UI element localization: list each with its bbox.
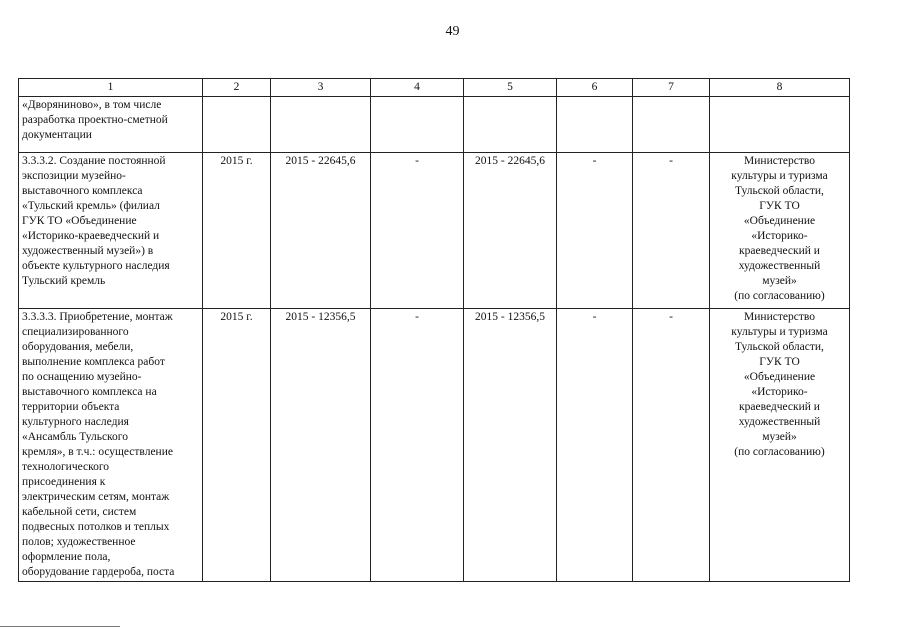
- regional-budget-cell: 2015 - 22645,6: [464, 153, 557, 309]
- executor-line: художественный: [738, 416, 821, 428]
- other-sources-cell: -: [633, 309, 710, 582]
- total-funding-cell: 2015 - 12356,5: [271, 309, 371, 582]
- activity-description-line: объекте культурного наследия: [22, 260, 170, 272]
- municipal-budget-cell: [557, 97, 633, 153]
- column-header: 6: [557, 79, 633, 97]
- table-row: [19, 153, 850, 309]
- executor-line: краеведческий и: [739, 245, 820, 257]
- activity-description-line: территории объекта: [22, 401, 120, 413]
- regional-budget-cell: 2015 - 12356,5: [464, 309, 557, 582]
- executor-line: культуры и туризма: [731, 170, 828, 182]
- activity-description-line: оборудования, мебели,: [22, 341, 134, 353]
- executor-line: «Объединение: [743, 371, 816, 383]
- executor-line: (по согласованию): [734, 446, 825, 458]
- other-sources-cell: -: [633, 153, 710, 309]
- activity-description-line: выставочного комплекса на: [22, 386, 157, 398]
- activity-description-line: художественный музей») в: [22, 245, 154, 257]
- term-cell: [203, 97, 271, 153]
- column-header: 4: [371, 79, 464, 97]
- activity-description-line: оборудование гардероба, поста: [22, 566, 175, 578]
- column-header: 5: [464, 79, 557, 97]
- activity-description-line: 3.3.3.3. Приобретение, монтаж: [22, 311, 173, 323]
- other-sources-cell: [633, 97, 710, 153]
- activity-description-line: технологического: [22, 461, 110, 473]
- activity-description-line: электрическим сетям, монтаж: [22, 491, 170, 503]
- activity-description-line: выставочного комплекса: [22, 185, 143, 197]
- column-header: 1: [19, 79, 203, 97]
- activity-description-line: «Тульский кремль» (филиал: [22, 200, 160, 212]
- regional-budget-cell: [464, 97, 557, 153]
- executor-line: «Историко-: [751, 230, 808, 242]
- table-header-row: [19, 79, 850, 97]
- municipal-budget-cell: -: [557, 153, 633, 309]
- activity-description-line: «Ансамбль Тульского: [22, 431, 128, 443]
- executor-line: ГУК ТО: [759, 200, 800, 212]
- executor-line: краеведческий и: [739, 401, 820, 413]
- executor-line: музей»: [762, 431, 797, 443]
- program-table: [18, 78, 850, 582]
- executor-line: «Объединение: [743, 215, 816, 227]
- activity-description-line: оформление пола,: [22, 551, 111, 563]
- activity-description-cell: [19, 309, 203, 582]
- executor-line: (по согласованию): [734, 290, 825, 302]
- activity-description-line: кремля», в т.ч.: осуществление: [22, 446, 173, 458]
- total-funding-cell: [271, 97, 371, 153]
- municipal-budget-cell: -: [557, 309, 633, 582]
- activity-description-line: полов; художественное: [22, 536, 136, 548]
- executor-line: Министерство: [744, 311, 815, 323]
- executor-line: художественный: [738, 260, 821, 272]
- activity-description-line: экспозиции музейно-: [22, 170, 126, 182]
- activity-description-line: культурного наследия: [22, 416, 129, 428]
- table-row: [19, 309, 850, 582]
- footnote-rule: [0, 626, 120, 627]
- executor-cell: [710, 309, 850, 582]
- column-header: 3: [271, 79, 371, 97]
- activity-description-line: «Историко-краеведческий и: [22, 230, 160, 242]
- activity-description-line: разработка проектно-сметной: [22, 114, 168, 126]
- executor-line: музей»: [762, 275, 797, 287]
- table-row: [19, 97, 850, 153]
- activity-description-line: подвесных потолков и теплых: [22, 521, 170, 533]
- federal-budget-cell: [371, 97, 464, 153]
- executor-line: культуры и туризма: [731, 326, 828, 338]
- activity-description-cell: [19, 97, 203, 153]
- executor-cell: [710, 97, 850, 153]
- activity-description-line: выполнение комплекса работ: [22, 356, 165, 368]
- page-number: 49: [445, 24, 460, 39]
- activity-description-line: ГУК ТО «Объединение: [22, 215, 137, 227]
- activity-description-line: «Дворяниново», в том числе: [22, 99, 162, 111]
- federal-budget-cell: -: [371, 309, 464, 582]
- activity-description-line: кабельной сети, систем: [22, 506, 137, 518]
- activity-description-line: по оснащению музейно-: [22, 371, 142, 383]
- federal-budget-cell: -: [371, 153, 464, 309]
- term-cell: 2015 г.: [203, 309, 271, 582]
- column-header: 8: [710, 79, 850, 97]
- activity-description-line: специализированного: [22, 326, 129, 338]
- executor-line: Министерство: [744, 155, 815, 167]
- executor-line: Тульской области,: [735, 341, 824, 353]
- column-header: 7: [633, 79, 710, 97]
- executor-line: ГУК ТО: [759, 356, 800, 368]
- activity-description-line: 3.3.3.2. Создание постоянной: [22, 155, 166, 167]
- activity-description-line: присоединения к: [22, 476, 106, 488]
- activity-description-line: документации: [22, 129, 92, 141]
- executor-cell: [710, 153, 850, 309]
- executor-line: Тульской области,: [735, 185, 824, 197]
- term-cell: 2015 г.: [203, 153, 271, 309]
- activity-description-cell: [19, 153, 203, 309]
- total-funding-cell: 2015 - 22645,6: [271, 153, 371, 309]
- executor-line: «Историко-: [751, 386, 808, 398]
- activity-description-line: Тульский кремль: [22, 275, 106, 287]
- column-header: 2: [203, 79, 271, 97]
